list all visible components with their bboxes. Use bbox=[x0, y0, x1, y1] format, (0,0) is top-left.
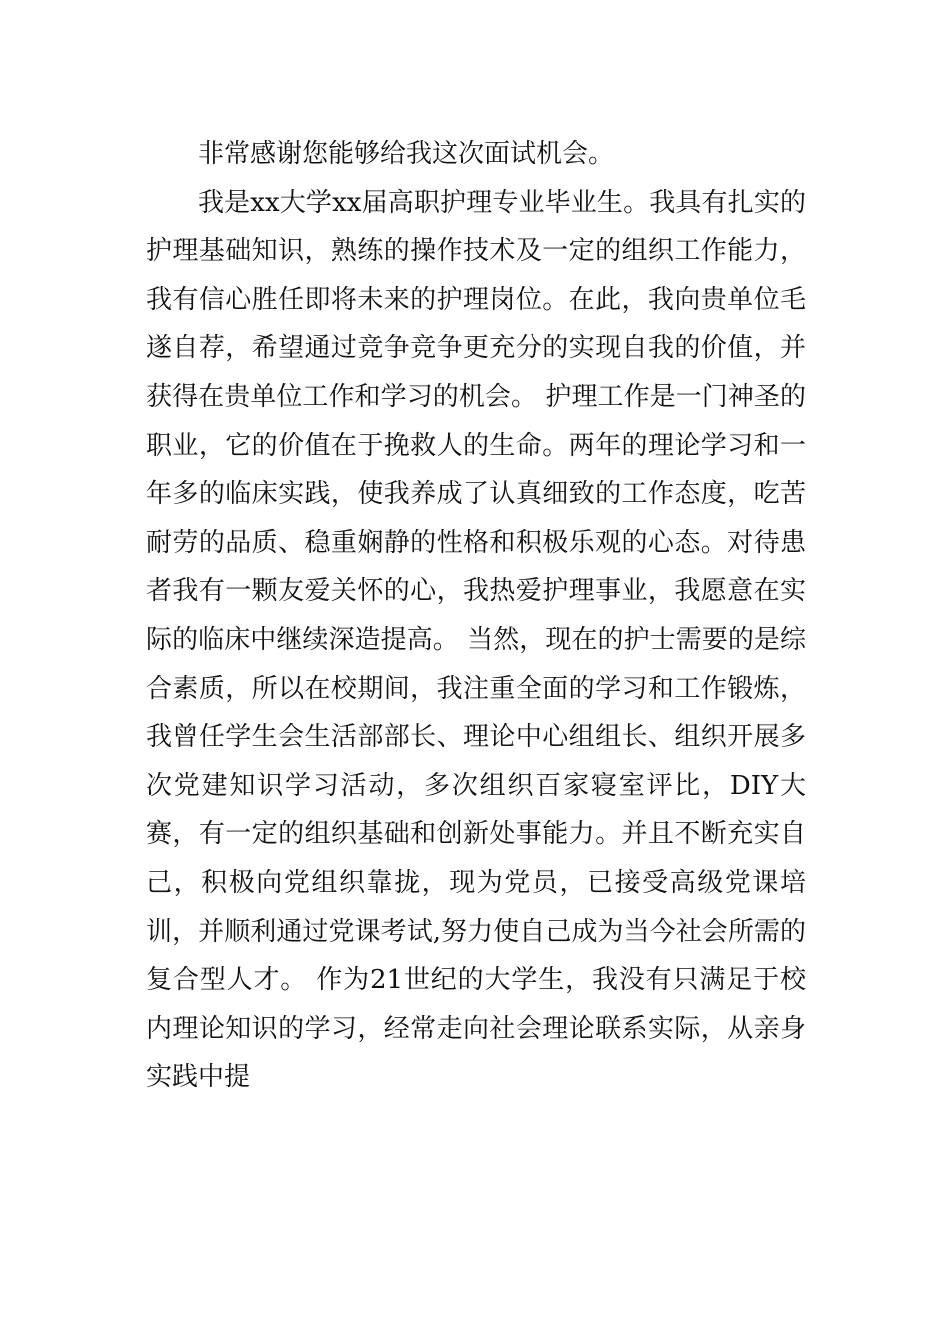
document-body bbox=[146, 130, 806, 1102]
paragraph-greeting: 非常感谢您能够给我这次面试机会。 bbox=[198, 139, 615, 169]
paragraph-self-introduction: 我是xx大学xx届高职护理专业毕业生。我具有扎实的护理基础知识，熟练的操作技术及一定的组织工作能力，我有信心胜任即将未来的护理岗位。在此，我向贵单位毛遂自荐，希望通过竞争竞争更充分的实现自我的价值，并获得在贵单位工作和学习的机会。 护理工作是一门神圣的职业，它的价值在于挽救人的生命。两年的理论学习和一年多的临床实践，使我养成了认真细致的工作态度，吃苦耐劳的品质、稳重娴静的性格和积极乐观的心态。对待患者我有一颗友爱关怀的心，我热爱护理事业，我愿意在实际的临床中继续深造提高。 当然，现在的护士需要的是综合素质，所以在校期间，我注重全面的学习和工作锻炼，我曾任学生会生活部部长、理论中心组组长、组织开展多次党建知识学习活动，多次组织百家寝室评比，DIY大赛，有一定的组织基础和创新处事能力。并且不断充实自己，积极向党组织靠拢，现为党员，已接受高级党课培训，并顺利通过党课考试,努力使自己成为当今社会所需的复合型人才。 作为21世纪的大学生，我没有只满足于校内理论知识的学习，经常走向社会理论联系实际，从亲身实践中提 bbox=[146, 187, 806, 1093]
